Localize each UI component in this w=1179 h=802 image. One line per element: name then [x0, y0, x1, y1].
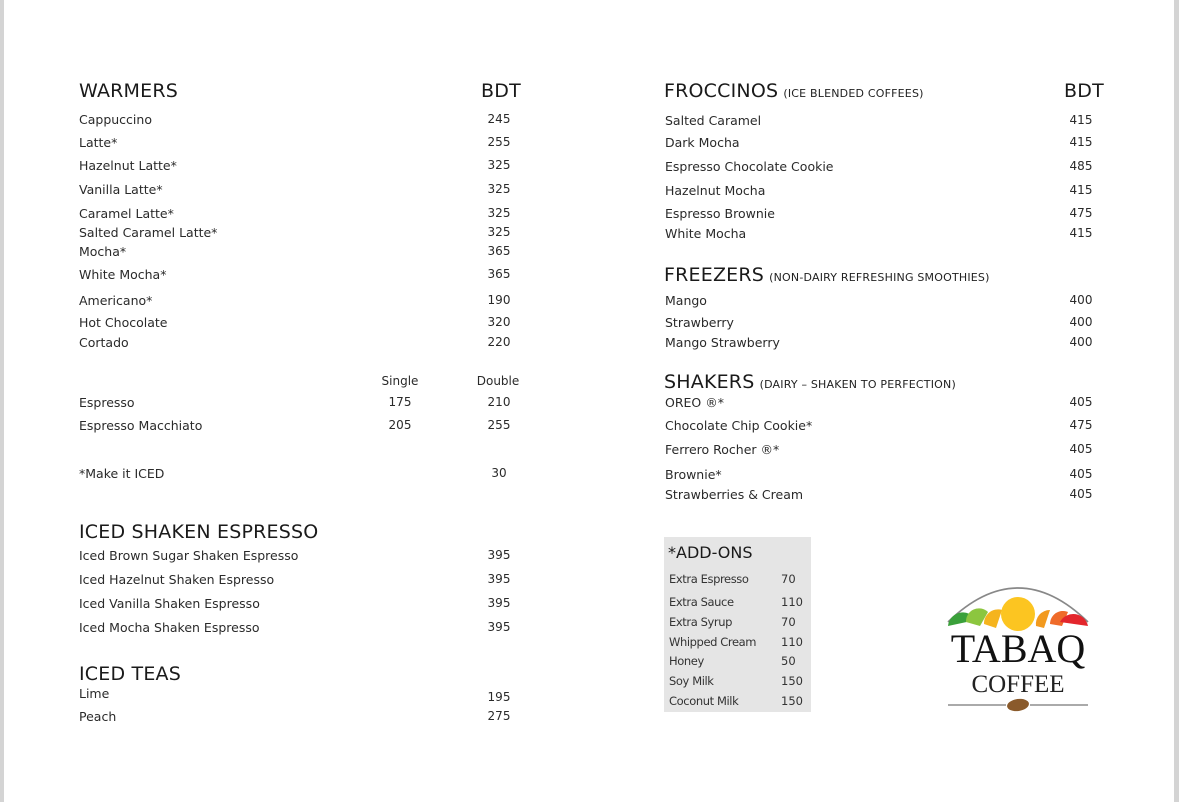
page-border-right — [1174, 0, 1179, 802]
menu-item-name: Caramel Latte* — [79, 206, 174, 221]
menu-item-price: 475 — [1069, 206, 1093, 220]
menu-item-price: 325 — [487, 225, 511, 239]
menu-item-name: Mango — [665, 293, 707, 308]
section-header — [664, 371, 956, 393]
menu-item-price: 405 — [1069, 487, 1093, 501]
section-header — [664, 264, 990, 286]
addon-name: Honey — [669, 654, 704, 668]
menu-item-name: Iced Brown Sugar Shaken Espresso — [79, 548, 299, 563]
menu-item-price: 395 — [487, 548, 511, 562]
addon-name: Soy Milk — [669, 674, 714, 688]
addon-name: Extra Syrup — [669, 615, 733, 629]
menu-item-name: Americano* — [79, 293, 153, 308]
menu-item-price: 325 — [487, 158, 511, 172]
menu-item-price: 190 — [487, 293, 511, 307]
menu-item-name: OREO ®* — [665, 395, 724, 410]
double-price: 210 — [487, 395, 511, 409]
menu-item-name: Vanilla Latte* — [79, 182, 163, 197]
menu-item-price: 395 — [487, 596, 511, 610]
menu-item-name: Strawberries & Cream — [665, 487, 804, 502]
addon-price: 110 — [781, 635, 803, 649]
addons-box — [664, 537, 811, 712]
svg-text:COFFEE: COFFEE — [971, 671, 1065, 698]
page-border-left — [0, 0, 4, 802]
menu-item-price: 325 — [487, 182, 511, 196]
section-title: WARMERS — [79, 80, 179, 102]
menu-item-price: 275 — [487, 709, 511, 723]
menu-item-name: Cortado — [79, 335, 129, 350]
menu-item-name: Iced Vanilla Shaken Espresso — [79, 596, 260, 611]
currency-header: BDT — [481, 80, 521, 102]
menu-item-price: 415 — [1069, 135, 1093, 149]
menu-item-name: Iced Mocha Shaken Espresso — [79, 620, 260, 635]
menu-item-price: 395 — [487, 572, 511, 586]
menu-item-price: 365 — [487, 244, 511, 258]
menu-item-name: Brownie* — [665, 467, 722, 482]
menu-item-name: Strawberry — [665, 315, 734, 330]
menu-item-price: 415 — [1069, 226, 1093, 240]
menu-item-price: 400 — [1069, 335, 1093, 349]
menu-item-name: Salted Caramel — [665, 113, 762, 128]
tabaq-coffee-logo — [940, 576, 1096, 716]
menu-item-name: Hazelnut Mocha — [665, 183, 766, 198]
menu-item-name: Chocolate Chip Cookie* — [665, 418, 813, 433]
addon-price: 70 — [781, 572, 796, 586]
menu-item-price: 320 — [487, 315, 511, 329]
menu-item-name: Peach — [79, 709, 117, 724]
menu-item-name: Latte* — [79, 135, 118, 150]
menu-item-price: 195 — [487, 690, 511, 704]
menu-item-price: 400 — [1069, 293, 1093, 307]
menu-item-price: 475 — [1069, 418, 1093, 432]
section-header — [664, 80, 924, 102]
section-subtitle: (ICE BLENDED COFFEES) — [783, 87, 924, 100]
addon-name: Extra Sauce — [669, 595, 734, 609]
addon-name: Coconut Milk — [669, 694, 739, 708]
menu-item-name: Hot Chocolate — [79, 315, 168, 330]
menu-item-price: 220 — [487, 335, 511, 349]
menu-item-price: 325 — [487, 206, 511, 220]
addon-name: Whipped Cream — [669, 635, 757, 649]
menu-item-price: 415 — [1069, 113, 1093, 127]
menu-item-name: Cappuccino — [79, 112, 152, 127]
menu-item-name: Espresso Macchiato — [79, 418, 203, 433]
menu-item-price: 405 — [1069, 467, 1093, 481]
menu-item-price: 400 — [1069, 315, 1093, 329]
addon-price: 50 — [781, 654, 796, 668]
section-title: FROCCINOS — [664, 80, 779, 102]
section-subtitle: (DAIRY – SHAKEN TO PERFECTION) — [759, 378, 956, 391]
menu-item-name: Dark Mocha — [665, 135, 740, 150]
menu-item-name: Mango Strawberry — [665, 335, 780, 350]
menu-item-price: 485 — [1069, 159, 1093, 173]
section-subtitle: (NON-DAIRY REFRESHING SMOOTHIES) — [769, 271, 990, 284]
addon-price: 150 — [781, 694, 803, 708]
addon-price: 150 — [781, 674, 803, 688]
menu-item-price: 415 — [1069, 183, 1093, 197]
menu-item-name: Espresso Brownie — [665, 206, 775, 221]
iced-note: *Make it ICED — [79, 466, 165, 481]
addon-name: Extra Espresso — [669, 572, 749, 586]
single-price: 175 — [388, 395, 412, 409]
section-title: ICED SHAKEN ESPRESSO — [79, 521, 319, 543]
menu-item-name: Espresso — [79, 395, 135, 410]
addons-title: *ADD-ONS — [668, 543, 753, 562]
addon-price: 110 — [781, 595, 803, 609]
double-column-header: Double — [476, 374, 520, 388]
menu-item-price: 245 — [487, 112, 511, 126]
menu-item-price: 255 — [487, 135, 511, 149]
menu-item-name: Hazelnut Latte* — [79, 158, 177, 173]
menu-item-price: 405 — [1069, 395, 1093, 409]
section-title: ICED TEAS — [79, 663, 182, 685]
menu-item-price: 395 — [487, 620, 511, 634]
menu-item-name: Lime — [79, 686, 110, 701]
menu-item-price: 405 — [1069, 442, 1093, 456]
menu-item-name: Ferrero Rocher ®* — [665, 442, 780, 457]
single-column-header: Single — [381, 374, 419, 388]
menu-item-name: Salted Caramel Latte* — [79, 225, 218, 240]
menu-item-name: Iced Hazelnut Shaken Espresso — [79, 572, 275, 587]
currency-header: BDT — [1064, 80, 1104, 102]
menu-item-name: White Mocha — [665, 226, 747, 241]
double-price: 255 — [487, 418, 511, 432]
section-title: SHAKERS — [664, 371, 755, 393]
addon-price: 70 — [781, 615, 796, 629]
iced-note-price: 30 — [491, 466, 507, 480]
menu-item-name: White Mocha* — [79, 267, 167, 282]
menu-item-price: 365 — [487, 267, 511, 281]
single-price: 205 — [388, 418, 412, 432]
menu-item-name: Mocha* — [79, 244, 127, 259]
svg-text:TABAQ: TABAQ — [950, 626, 1086, 671]
section-title: FREEZERS — [664, 264, 765, 286]
logo-graphic-icon — [940, 576, 1096, 716]
menu-item-name: Espresso Chocolate Cookie — [665, 159, 834, 174]
